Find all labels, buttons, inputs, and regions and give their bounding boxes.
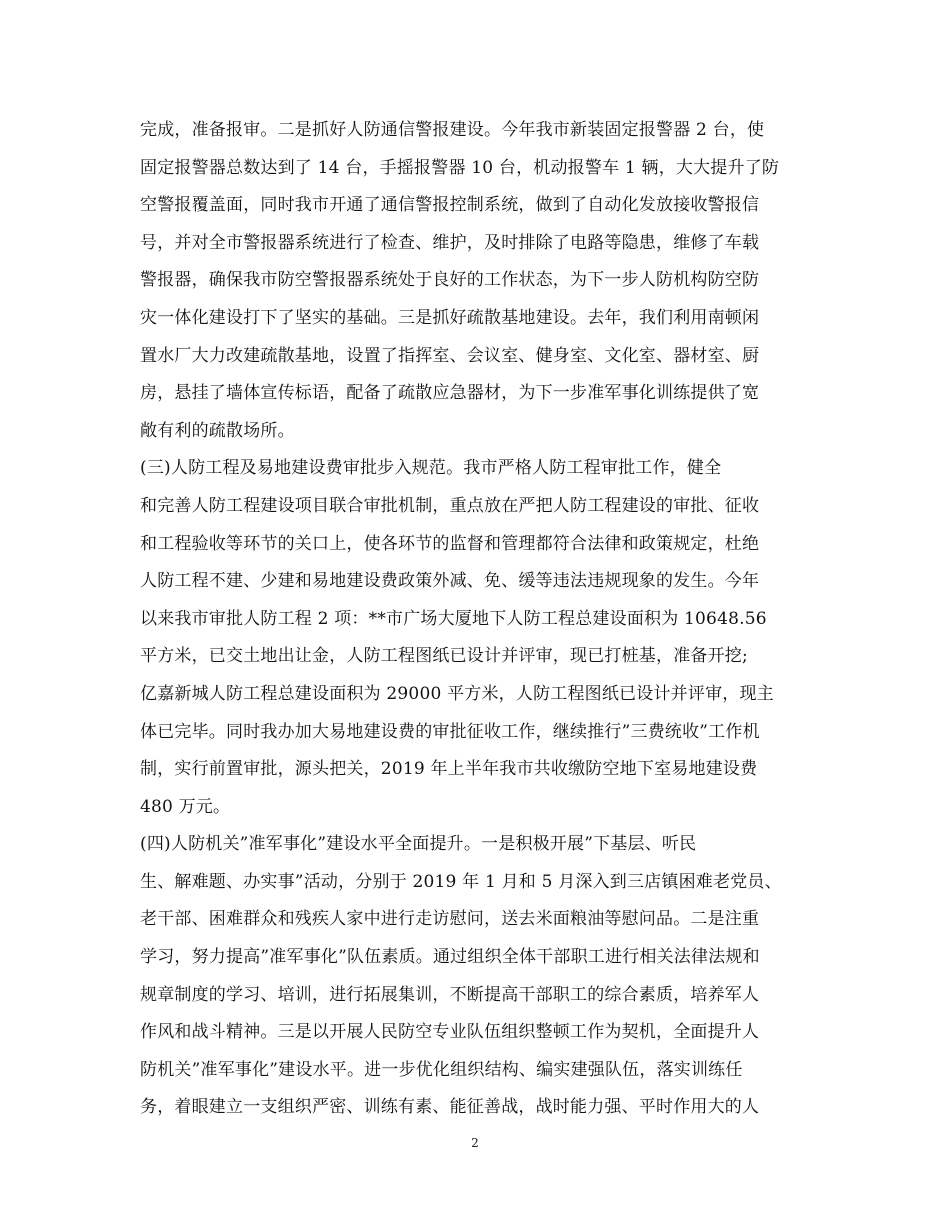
text-line: 老干部、困难群众和残疾人家中进行走访慰问，送去米面粮油等慰问品。二是注重 bbox=[140, 909, 760, 930]
text-line: 务，着眼建立一支组织严密、训练有素、能征善战，战时能力强、平时作用大的人 bbox=[140, 1097, 760, 1118]
page-number: 2 bbox=[471, 1136, 479, 1150]
text-line: 完成，准备报审。二是抓好人防通信警报建设。今年我市新装固定报警器 2 台，使 bbox=[140, 120, 765, 140]
text-line: (四)人防机关”准军事化”建设水平全面提升。一是积极开展”下基层、听民 bbox=[140, 834, 697, 855]
text-line: 人防工程不建、少建和易地建设费政策外减、免、缓等违法违规现象的发生。今年 bbox=[140, 571, 760, 592]
text-line: 防机关”准军事化”建设水平。进一步优化组织结构、编实建强队伍，落实训练任 bbox=[140, 1059, 743, 1080]
text-line: 规章制度的学习、培训，进行拓展集训，不断提高干部职工的综合素质，培养军人 bbox=[140, 984, 760, 1005]
text-line: 固定报警器总数达到了 14 台，手摇报警器 10 台，机动报警车 1 辆，大大提升了防 bbox=[140, 157, 780, 178]
text-line: 以来我市审批人防工程 2 项：**市广场大厦地下人防工程总建设面积为 10648.56 bbox=[140, 608, 767, 629]
text-line: 作风和战斗精神。三是以开展人民防空专业队伍组织整顿工作为契机，全面提升人 bbox=[140, 1022, 760, 1043]
paragraph-alarm-construction bbox=[140, 112, 818, 450]
text-line: 学习，努力提高”准军事化”队伍素质。通过组织全体干部职工进行相关法律法规和 bbox=[140, 947, 760, 968]
text-line: 号，并对全市警报器系统进行了检查、维护，及时排除了电路等隐患，维修了车载 bbox=[140, 232, 760, 253]
text-line: 和完善人防工程建设项目联合审批机制，重点放在严把人防工程建设的审批、征收 bbox=[140, 495, 760, 516]
text-line: 敞有利的疏散场所。 bbox=[140, 420, 295, 441]
document-body bbox=[140, 112, 818, 1127]
text-line: 制，实行前置审批，源头把关，2019 年上半年我市共收缴防空地下室易地建设费 bbox=[140, 759, 758, 780]
text-line: 平方米，已交土地出让金，人防工程图纸已设计并评审，现已打桩基，准备开挖; bbox=[140, 646, 748, 667]
paragraph-military-construction bbox=[140, 826, 818, 1127]
text-line: 体已完毕。同时我办加大易地建设费的审批征收工作，继续推行”三费统收”工作机 bbox=[140, 721, 760, 742]
text-line: 空警报覆盖面，同时我市开通了通信警报控制系统，做到了自动化发放接收警报信 bbox=[140, 195, 760, 216]
text-line: 置水厂大力改建疏散基地，设置了指挥室、会议室、健身室、文化室、器材室、厨 bbox=[140, 345, 760, 366]
text-line: 480 万元。 bbox=[140, 796, 231, 817]
text-line: 房，悬挂了墙体宣传标语，配备了疏散应急器材，为下一步准军事化训练提供了宽 bbox=[140, 383, 760, 404]
paragraph-approval-standardization bbox=[140, 450, 818, 826]
text-line: 警报器，确保我市防空警报器系统处于良好的工作状态，为下一步人防机构防空防 bbox=[140, 270, 760, 291]
text-line: 灾一体化建设打下了坚实的基础。三是抓好疏散基地建设。去年，我们利用南顿闲 bbox=[140, 307, 760, 328]
text-line: 亿嘉新城人防工程总建设面积为 29000 平方米，人防工程图纸已设计并评审，现主 bbox=[140, 683, 774, 704]
text-line: 和工程验收等环节的关口上，使各环节的监督和管理都符合法律和政策规定，杜绝 bbox=[140, 533, 760, 554]
text-line: (三)人防工程及易地建设费审批步入规范。我市严格人防工程审批工作，健全 bbox=[140, 458, 722, 479]
text-line: 生、解难题、办实事”活动，分别于 2019 年 1 月和 5 月深入到三店镇困难老党员、 bbox=[140, 871, 782, 892]
